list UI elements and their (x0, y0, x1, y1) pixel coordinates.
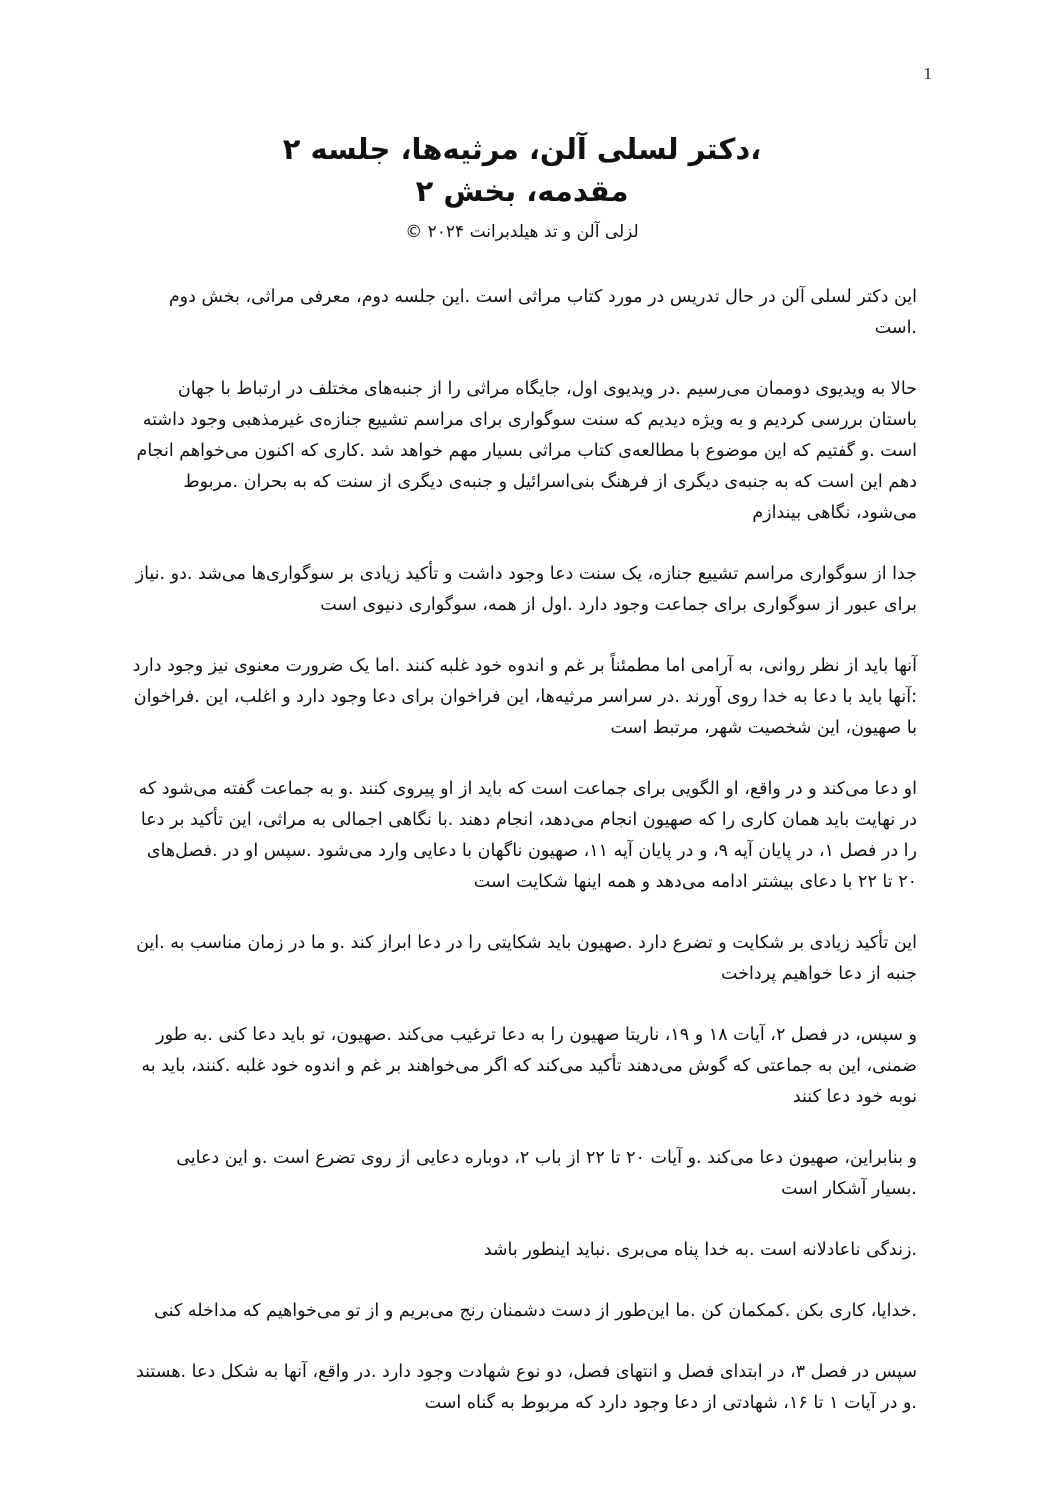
paragraph-1: این دکتر لسلی آلن در حال تدریس در مورد کتاب مراثی است .این جلسه دوم، معرفی مراثی، بخش دوم .است (168, 287, 917, 338)
paragraph-11: سپس در فصل ۳، در ابتدای فصل و انتهای فصل، دو نوع شهادت وجود دارد .در واقع، آنها به شکل دعا .هستند .و در آیات ۱ تا ۱۶، شهادتی از دعا وجود دارد که مربوط به گناه است (135, 1362, 917, 1413)
paragraph-7: و سپس، در فصل ۲، آیات ۱۸ و ۱۹، ناریتا صهیون را به دعا ترغیب می‌کند .صهیون، تو باید دعا کنی .به طور ضمنی، این به جماعتی که گوش می‌دهند تأکید می‌کند که اگر می‌خواهند بر غم و اندوه خود غلبه .کنند، باید به نوبه خود دعا کنند (141, 1025, 917, 1107)
paragraph-8: و بنابراین، صهیون دعا می‌کند .و آیات ۲۰ تا ۲۲ از باب ۲، دوباره دعایی از روی تضرع است .و این دعایی .بسیار آشکار است (176, 1148, 917, 1199)
paragraph-4: آنها باید از نظر روانی، به آرامی اما مطمئناً بر غم و اندوه خود غلبه کنند .اما یک ضرورت معنوی نیز وجود دارد :آنها باید با دعا به خدا روی آورند .در سراسر مرثیه‌ها، این فراخوان برای دعا وجود دارد و اغلب، این .فراخوان با صهیون، این شخصیت شهر، مرتبط است (132, 656, 917, 738)
title-line-2: مقدمه، بخش ۲ (415, 174, 629, 208)
paragraph-2: حالا به ویدیوی دوممان می‌رسیم .در ویدیوی اول، جایگاه مراثی را از جنبه‌های مختلف در ارتباط با جهان باستان بررسی کردیم و به ویژه دیدیم که سنت سوگواری برای مراسم تشییع جنازه‌ی غیرمذهبی وجود داشته است .و گفتیم که این موضوع با مطالعه‌ی کتاب مراثی بسیار مهم خواهد شد .کاری که اکنون می‌خواهم انجام دهم این است که به جنبه‌ی دیگری از فرهنگ بنی‌اسرائیل و جنبه‌ی دیگری از سنت که به بحران .مربوط می‌شود، نگاهی بیندازم (136, 379, 917, 523)
paragraph-3: جدا از سوگواری مراسم تشییع جنازه، یک سنت دعا وجود داشت و تأکید زیادی بر سوگواری‌ها می‌شد .دو .نیاز برای عبور از سوگواری برای جماعت وجود دارد .اول از همه، سوگواری دنیوی است (135, 564, 917, 615)
paragraph-10: .خدایا، کاری بکن .کمکمان کن .ما این‌طور از دست دشمنان رنج می‌بریم و از تو می‌خواهیم که مداخله کنی (154, 1301, 917, 1321)
paragraph-9: .زندگی ناعادلانه است .به خدا پناه می‌بری .نباید اینطور باشد (483, 1240, 917, 1260)
document-body (127, 128, 917, 1449)
title-block (127, 128, 917, 246)
paragraph-6: این تأکید زیادی بر شکایت و تضرع دارد .صهیون باید شکایتی را در دعا ابراز کند .و ما در زمان مناسب به .این جنبه از دعا خواهیم پرداخت (136, 933, 917, 984)
title-line-1: ،دکتر لسلی آلن، مرثیه‌ها، جلسه ۲ (282, 132, 762, 166)
page-number: 1 (923, 64, 932, 83)
copyright-line: لزلی آلن و تد هیلدبرانت ۲۰۲۴ © (405, 222, 639, 242)
paragraph-5: او دعا می‌کند و در واقع، او الگویی برای جماعت است که باید از او پیروی کنند .و به جماعت گفته می‌شود که در نهایت باید همان کاری را که صهیون انجام می‌دهد، انجام دهند .با نگاهی اجمالی به مراثی، این تأکید بر دعا را در فصل ۱، در پایان آیه ۹، و در پایان آیه ۱۱، صهیون ناگهان با دعایی وارد می‌شود .سپس او در .فصل‌های ۲۰ تا ۲۲ با دعای بیشتر ادامه می‌دهد و همه اینها شکایت است (138, 779, 917, 892)
